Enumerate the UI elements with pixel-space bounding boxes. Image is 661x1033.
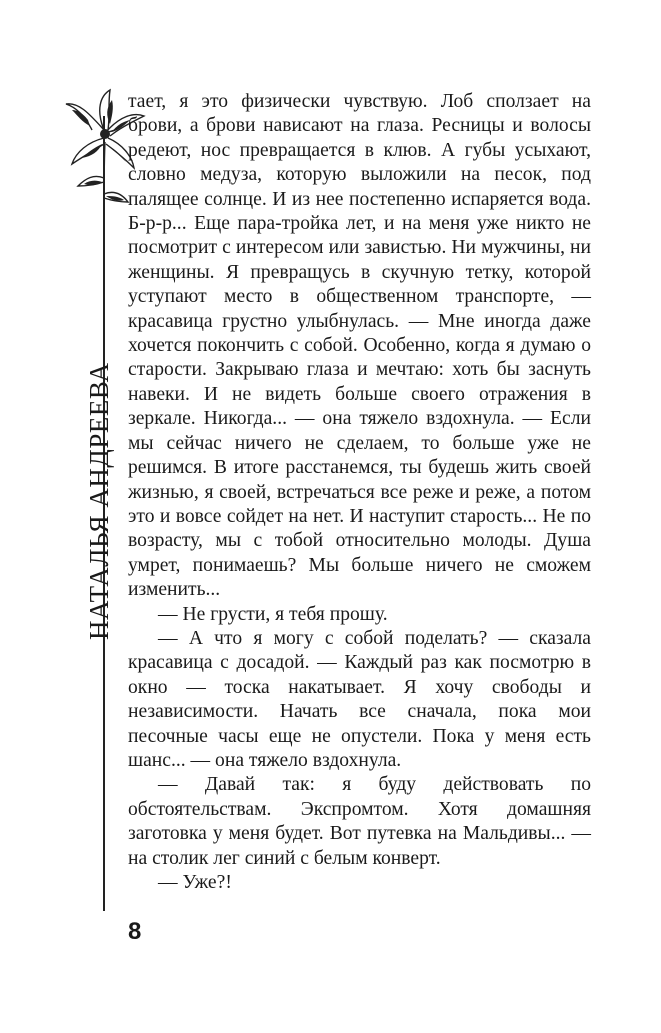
page-number: 8 <box>128 918 142 945</box>
paragraph: — А что я могу с собой поделать? — сказала красавица с досадой. — Каждый раз как посмотрю в окно — тоска накатывает. Я хочу свободы и независимости. Начать все сначала, пока мои песочные часы еще не опустели. Пока у меня есть шанс... — она тяжело вздохнула. <box>128 627 591 771</box>
paragraph: — Не грусти, я тебя прошу. <box>158 603 388 625</box>
paragraph: тает, я это физически чувствую. Лоб сползает на брови, а брови нависают на глаза. Ресницы и волосы редеют, нос превращается в клюв. А губы усыхают, словно медуза, которую выложили на песок, под палящее солнце. И из нее постепенно испаряется вода. Б-р-р... Еще пара-тройка лет, и на меня уже никто не посмотрит с интересом или завистью. Ни мужчины, ни женщины. Я превращусь в скучную тетку, которой уступают место в общественном транспорте, — красавица грустно улыбнулась. — Мне иногда даже хочется покончить с собой. Особенно, когда я думаю о старости. Закрываю глаза и мечтаю: хоть бы заснуть навеки. И не видеть больше своего отражения в зеркале. Никогда... — она тяжело вздохнула. — Если мы сейчас ничего не сделаем, то больше уже не решимся. В итоге расстанемся, ты будешь жить своей жизнью, я своей, встречаться все реже и реже, а потом это и вовсе сойдет на нет. И наступит старость... Не по возрасту, мы с тобой относительно молоды. Душа умрет, понимаешь? Мы больше ничего не сможем изменить... <box>128 91 591 601</box>
author-name: НАТАЛЬЯ АНДРЕЕВА <box>84 362 114 640</box>
body-text <box>128 90 591 895</box>
paragraph: — Давай так: я буду действовать по обстоятельствам. Экспромтом. Хотя домашняя заготовка у меня будет. Вот путевка на Мальдивы... — на столик лег синий с белым конверт. <box>128 774 591 869</box>
paragraph: — Уже?! <box>158 872 232 893</box>
